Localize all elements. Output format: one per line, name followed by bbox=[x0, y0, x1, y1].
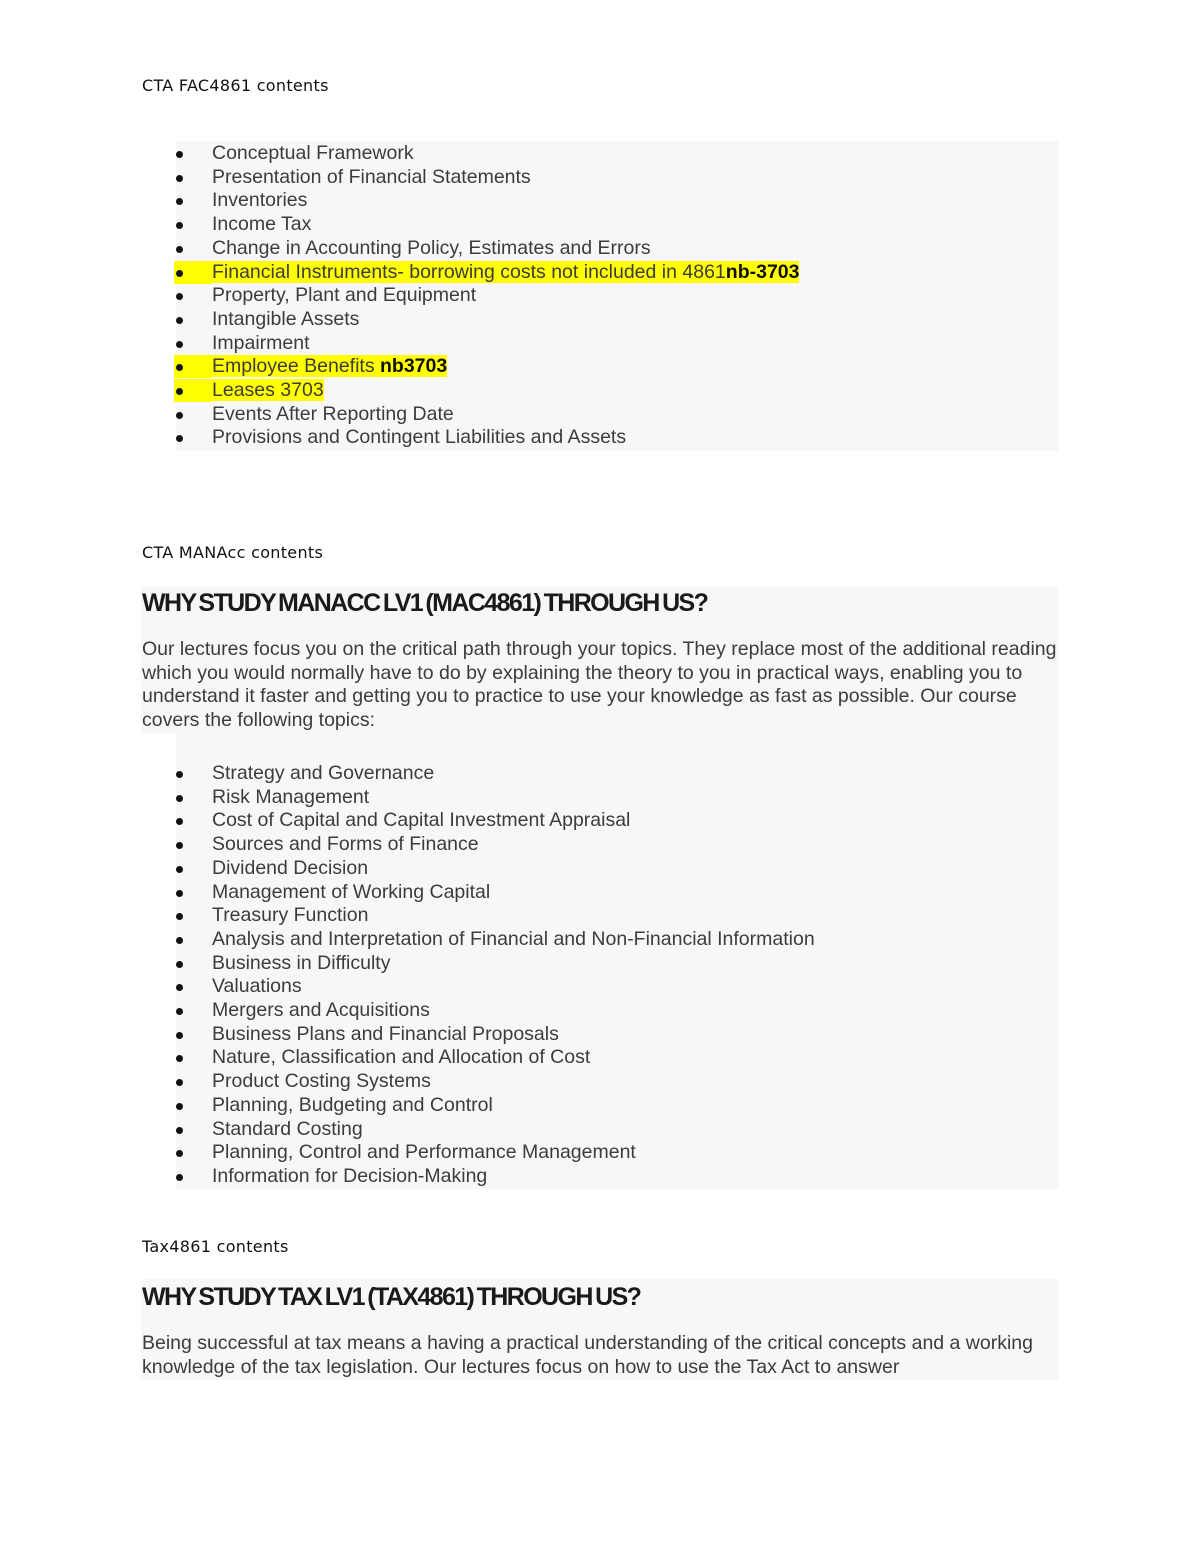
list-item-text bbox=[212, 213, 311, 235]
list-item-text bbox=[212, 1094, 493, 1116]
list-item-label: Risk Management bbox=[212, 785, 370, 808]
list-item bbox=[176, 213, 799, 237]
bullet-icon bbox=[176, 913, 183, 920]
manacc-section-title: CTA MANAcc contents bbox=[142, 543, 324, 562]
list-item-label: Standard Costing bbox=[212, 1117, 363, 1140]
bullet-icon bbox=[176, 771, 183, 778]
list-item bbox=[176, 1118, 815, 1142]
list-item bbox=[176, 284, 799, 308]
list-item bbox=[176, 189, 799, 213]
list-item bbox=[176, 355, 799, 379]
list-item-label: Intangible Assets bbox=[212, 307, 360, 330]
tax-paragraph: Being successful at tax means a having a practical understanding of the critical concepts and a working knowledge of the tax legislation. Our lectures focus on how to use the Tax Act to answer bbox=[142, 1332, 1034, 1378]
list-item bbox=[176, 261, 799, 285]
bullet-icon bbox=[176, 842, 183, 849]
bullet-icon bbox=[176, 795, 183, 802]
list-item-text bbox=[212, 975, 302, 997]
list-item-label: Strategy and Governance bbox=[212, 762, 435, 784]
list-item bbox=[176, 237, 799, 261]
bullet-icon bbox=[176, 270, 183, 277]
list-item bbox=[176, 881, 815, 905]
list-item-label: Presentation of Financial Statements bbox=[212, 165, 531, 188]
list-item-label: Nature, Classification and Allocation of Cost bbox=[212, 1046, 591, 1069]
tax-section-title: Tax4861 contents bbox=[142, 1237, 289, 1256]
list-item-text bbox=[212, 857, 368, 879]
bullet-icon bbox=[176, 412, 183, 419]
list-item-note: nb-3703 bbox=[725, 260, 800, 283]
manacc-topic-list bbox=[176, 762, 815, 1189]
list-item-text bbox=[212, 1118, 363, 1140]
list-item-text bbox=[212, 379, 324, 401]
list-item-text bbox=[212, 833, 479, 855]
bullet-icon bbox=[176, 341, 183, 348]
list-item-text bbox=[212, 786, 369, 808]
bullet-icon bbox=[176, 246, 183, 253]
list-item-label: Provisions and Contingent Liabilities and Assets bbox=[212, 426, 627, 449]
list-item bbox=[176, 1023, 815, 1047]
list-item-text bbox=[212, 284, 476, 306]
bullet-icon bbox=[176, 1079, 183, 1086]
list-item bbox=[176, 952, 815, 976]
bullet-icon bbox=[176, 293, 183, 300]
bullet-icon bbox=[176, 1032, 183, 1039]
list-item-label: Income Tax bbox=[212, 213, 312, 236]
list-item-text bbox=[212, 999, 430, 1021]
bullet-icon bbox=[176, 222, 183, 229]
list-item bbox=[176, 833, 815, 857]
list-item-label: Sources and Forms of Finance bbox=[212, 833, 479, 856]
list-item bbox=[176, 904, 815, 928]
fac-section-title: CTA FAC4861 contents bbox=[142, 76, 329, 95]
list-item-text bbox=[212, 881, 490, 903]
bullet-icon bbox=[176, 1103, 183, 1110]
list-item bbox=[176, 426, 799, 450]
bullet-icon bbox=[176, 818, 183, 825]
bullet-icon bbox=[176, 961, 183, 968]
list-item bbox=[176, 308, 799, 332]
list-item-label: Information for Decision-Making bbox=[212, 1164, 488, 1187]
list-item-text bbox=[212, 237, 651, 259]
bullet-icon bbox=[176, 175, 183, 182]
list-item-label: Impairment bbox=[212, 331, 310, 354]
list-item bbox=[176, 975, 815, 999]
bullet-icon bbox=[176, 1055, 183, 1062]
list-item bbox=[176, 1094, 815, 1118]
list-item-label: Planning, Budgeting and Control bbox=[212, 1093, 493, 1116]
list-item-text bbox=[212, 403, 454, 425]
bullet-icon bbox=[176, 1008, 183, 1015]
list-item bbox=[176, 166, 799, 190]
bullet-icon bbox=[176, 435, 183, 442]
list-item-label: Events After Reporting Date bbox=[212, 402, 454, 425]
list-item bbox=[176, 332, 799, 356]
list-item-text bbox=[212, 904, 368, 926]
list-item-note: nb3703 bbox=[380, 355, 448, 378]
list-item-label: Product Costing Systems bbox=[212, 1070, 431, 1093]
list-item-label: Dividend Decision bbox=[212, 856, 369, 879]
list-item-text bbox=[212, 166, 531, 188]
list-item-text bbox=[212, 928, 815, 950]
list-item-text bbox=[212, 426, 626, 448]
list-item-label: Property, Plant and Equipment bbox=[212, 284, 477, 307]
list-item bbox=[176, 1141, 815, 1165]
list-item-label: Cost of Capital and Capital Investment Appraisal bbox=[212, 809, 631, 832]
list-item bbox=[176, 1070, 815, 1094]
list-item bbox=[176, 379, 799, 403]
bullet-icon bbox=[176, 1127, 183, 1134]
fac-topic-list bbox=[176, 142, 799, 450]
list-item-label: Financial Instruments- borrowing costs not included in 4861 bbox=[212, 260, 726, 283]
list-item bbox=[176, 786, 815, 810]
list-item-text bbox=[212, 1070, 431, 1092]
list-item-text bbox=[212, 1046, 590, 1068]
bullet-icon bbox=[176, 388, 183, 395]
list-item-text bbox=[212, 332, 310, 354]
list-item-label: Analysis and Interpretation of Financial and Non-Financial Information bbox=[212, 927, 815, 950]
list-item-text bbox=[212, 308, 359, 330]
list-item-label: Employee Benefits bbox=[212, 355, 381, 378]
list-item-text bbox=[212, 1165, 487, 1187]
list-item-label: Planning, Control and Performance Management bbox=[212, 1141, 636, 1164]
list-item-text bbox=[212, 142, 414, 164]
list-item-label: Mergers and Acquisitions bbox=[212, 999, 430, 1022]
list-item bbox=[176, 857, 815, 881]
list-item-label: Business in Difficulty bbox=[212, 951, 391, 974]
manacc-paragraph: Our lectures focus you on the critical path through your topics. They replace most of the additional reading which you would normally have to do by explaining the theory to you in practical ways, enabling you to understand it faster and getting you to practice to use your knowledge as fast as possible. Our course covers the following topics: bbox=[142, 638, 1057, 732]
list-item-text bbox=[212, 952, 390, 974]
list-item bbox=[176, 928, 815, 952]
tax-heading: WHY STUDY TAX LV1 (TAX4861) THROUGH US? bbox=[142, 1283, 641, 1311]
list-item-text bbox=[212, 1023, 559, 1045]
list-item-label: Management of Working Capital bbox=[212, 880, 491, 903]
list-item bbox=[176, 1165, 815, 1189]
bullet-icon bbox=[176, 1174, 183, 1181]
list-item-text bbox=[212, 189, 307, 211]
bullet-icon bbox=[176, 151, 183, 158]
list-item bbox=[176, 809, 815, 833]
list-item-label: Valuations bbox=[212, 975, 302, 998]
list-item-text bbox=[212, 355, 447, 377]
bullet-icon bbox=[176, 866, 183, 873]
list-item-text bbox=[212, 809, 630, 831]
list-item-label: Business Plans and Financial Proposals bbox=[212, 1022, 559, 1045]
list-item bbox=[176, 403, 799, 427]
list-item bbox=[176, 142, 799, 166]
list-item-label: Treasury Function bbox=[212, 904, 369, 927]
list-item bbox=[176, 999, 815, 1023]
manacc-heading: WHY STUDY MANACC LV1 (MAC4861) THROUGH US? bbox=[142, 589, 708, 617]
bullet-icon bbox=[176, 937, 183, 944]
list-item bbox=[176, 1046, 815, 1070]
list-item-label: Inventories bbox=[212, 189, 308, 212]
bullet-icon bbox=[176, 198, 183, 205]
list-item-text bbox=[212, 261, 799, 283]
bullet-icon bbox=[176, 890, 183, 897]
bullet-icon bbox=[176, 317, 183, 324]
list-item-label: Conceptual Framework bbox=[212, 142, 414, 164]
list-item-label: Leases 3703 bbox=[212, 379, 324, 402]
list-item bbox=[176, 762, 815, 786]
bullet-icon bbox=[176, 984, 183, 991]
list-item-text bbox=[212, 1141, 636, 1163]
list-item-text bbox=[212, 762, 434, 784]
bullet-icon bbox=[176, 1150, 183, 1157]
list-item-label: Change in Accounting Policy, Estimates and Errors bbox=[212, 236, 651, 259]
